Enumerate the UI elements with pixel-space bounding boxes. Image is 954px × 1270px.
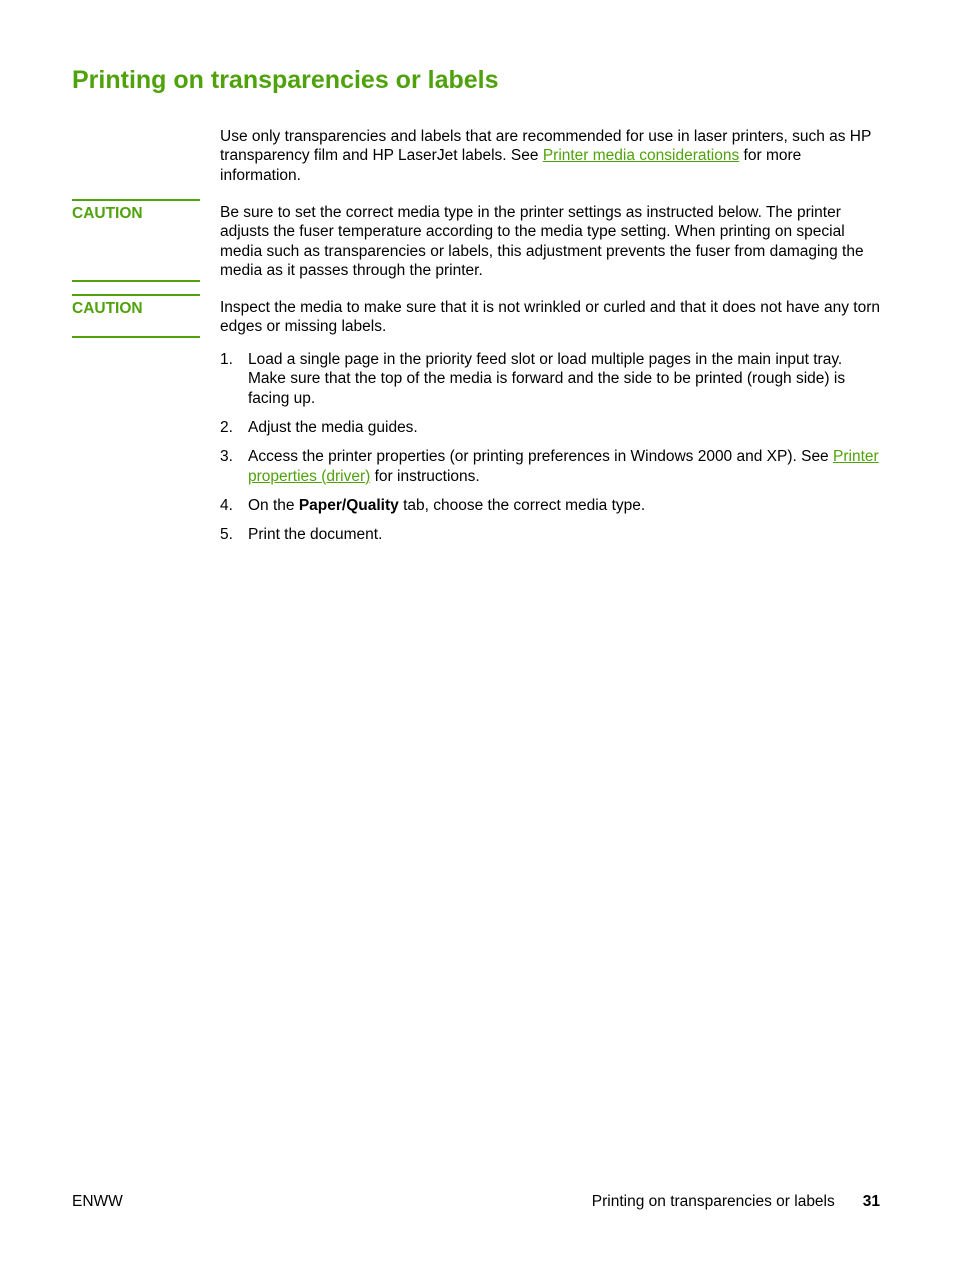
printer-properties-driver-link[interactable]: Printer properties (driver) <box>248 448 879 485</box>
intro-text-after: for more information. <box>220 147 802 184</box>
caution-divider-1 <box>72 280 200 282</box>
step-number: 5. <box>220 526 233 544</box>
caution-text-2 <box>220 298 880 337</box>
list-item <box>220 418 880 437</box>
caution-text-1 <box>220 203 880 281</box>
intro-text-before: Use only transparencies and labels that are recommended for use in laser printers, such as HP transparency film and HP LaserJet labels. See <box>220 128 872 165</box>
step-text-before: Access the printer properties (or printing preferences in Windows 2000 and XP). See <box>248 448 833 466</box>
step-text: Print the document. <box>248 526 383 544</box>
page-title: Printing on transparencies or labels <box>72 66 499 94</box>
list-item <box>220 447 880 486</box>
step-text: Adjust the media guides. <box>248 419 418 437</box>
caution-body-2: Inspect the media to make sure that it is not wrinkled or curled and that it does not have any torn edges or missing labels. <box>220 299 880 336</box>
caution-body-1: Be sure to set the correct media type in the printer settings as instructed below. The printer adjusts the fuser temperature according to the media type setting. When printing on special media such as transparencies or labels, this adjustment prevents the fuser from damaging the media as it passes through the printer. <box>220 204 864 280</box>
step-number: 1. <box>220 351 233 368</box>
footer-section-title: Printing on transparencies or labels <box>591 1193 835 1210</box>
page-number: 31 <box>862 1193 880 1210</box>
step-text-after: for instructions. <box>370 467 480 485</box>
list-item <box>220 525 880 544</box>
step-text-before: On the <box>248 496 299 514</box>
caution-label-1: CAUTION <box>72 199 200 223</box>
caution-label-2: CAUTION <box>72 294 200 318</box>
step-text-after: tab, choose the correct media type. <box>398 496 646 514</box>
intro-paragraph <box>220 127 880 185</box>
step-number: 2. <box>220 419 233 437</box>
list-item <box>220 350 880 408</box>
step-number: 4. <box>220 496 233 514</box>
step-text: Load a single page in the priority feed slot or load multiple pages in the main input tray. Make sure that the top of the media is forward and the side to be printed (rough side) is facing up. <box>248 351 846 407</box>
steps-list <box>220 350 880 554</box>
footer-enww: ENWW <box>72 1193 123 1210</box>
list-item <box>220 496 880 515</box>
footer-right <box>592 1192 880 1211</box>
printer-media-considerations-link[interactable]: Printer media considerations <box>542 147 740 165</box>
paper-quality-tab-name: Paper/Quality <box>298 496 399 514</box>
caution-divider-2 <box>72 336 200 338</box>
step-number: 3. <box>220 448 233 466</box>
